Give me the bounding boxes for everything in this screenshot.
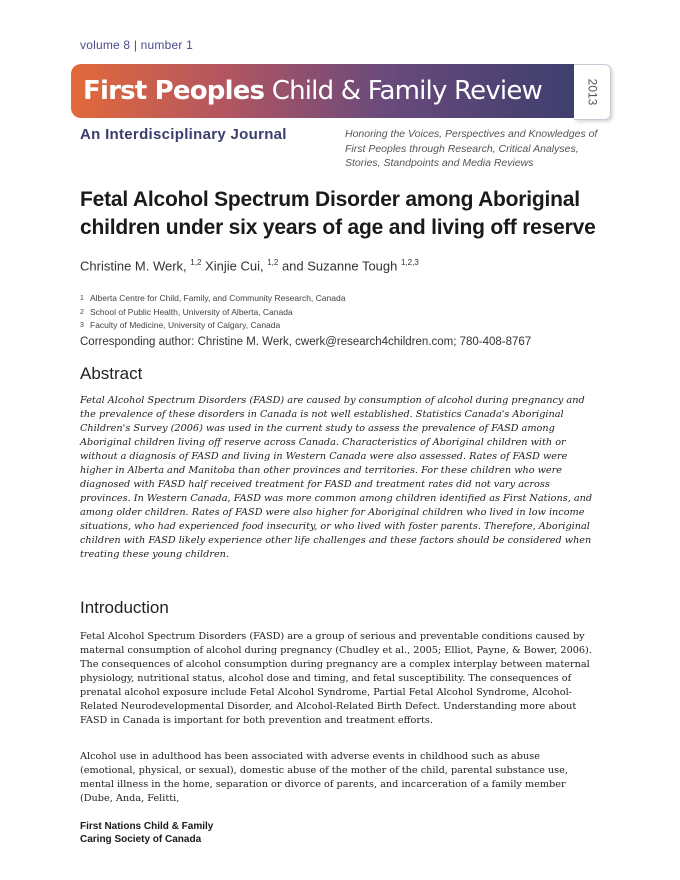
affiliation-text: Alberta Centre for Child, Family, and Community Research, Canada <box>90 293 346 303</box>
affiliation-number: 2 <box>80 308 84 316</box>
author-affiliation-marker: 1,2,3 <box>401 258 419 267</box>
affiliation-item <box>80 306 345 320</box>
introduction-paragraph: Alcohol use in adulthood has been associated with adverse events in childhood such as abuse (emotional, physical, or sexual), domestic abuse of the mother of the child, parental substance use, mental illness in the home, separation or divorce of parents, and incarceration of a family member (Dube, Anda, Felitti, <box>80 751 568 804</box>
affiliation-list <box>80 292 345 333</box>
introduction-heading: Introduction <box>80 598 169 617</box>
author-name: and Suzanne Tough <box>281 258 398 274</box>
affiliation-item <box>80 292 345 306</box>
author-affiliation-marker: 1,2 <box>267 258 279 267</box>
journal-title-light: Child & Family Review <box>264 76 542 106</box>
affiliation-item <box>80 319 345 333</box>
affiliation-number: 3 <box>80 322 84 329</box>
abstract-heading: Abstract <box>80 364 143 383</box>
corresponding-author: Corresponding author: Christine M. Werk, cwerk@research4children.com; 780-408-8767 <box>80 336 532 348</box>
journal-subtitle: An Interdisciplinary Journal <box>80 126 287 143</box>
affiliation-text: School of Public Health, University of Alberta, Canada <box>90 306 293 317</box>
publisher-footer <box>80 820 213 846</box>
journal-title <box>83 76 542 106</box>
publisher-line: First Nations Child & Family <box>80 821 214 832</box>
author-list <box>80 258 419 273</box>
year-label: 2013 <box>584 78 599 106</box>
article-title: Fetal Alcohol Spectrum Disorder among Aboriginal children under six years of age and living off reserve <box>80 188 596 239</box>
author-affiliation-marker: 1,2 <box>190 258 202 267</box>
journal-tagline: Honoring the Voices, Perspectives and Knowledges of First Peoples through Research, Critical Analyses, Stories, Standpoints and Media Reviews <box>345 128 598 169</box>
affiliation-number: 1 <box>80 295 84 302</box>
journal-banner <box>71 64 574 118</box>
author-name: Xinjie Cui, <box>205 258 264 274</box>
introduction-paragraph: Fetal Alcohol Spectrum Disorders (FASD) are a group of serious and preventable conditions caused by maternal consumption of alcohol during pregnancy (Chudley et al., 2005; Elliot, Payne, & Bower, 2006). The consequences of alcohol consumption during pregnancy are a complex interplay between maternal physiology, nutritional status, alcohol dose and timing, and fetal susceptibility. The consequences of prenatal alcohol exposure include Fetal Alcohol Syndrome, Partial Fetal Alcohol Syndrome, Alcohol-Related Neurodevelopmental Disorder, and Alcohol-Related Birth Defect. Understanding more about FASD in Canada is important for both prevention and treatment efforts. <box>80 631 592 726</box>
year-tab <box>574 64 611 120</box>
abstract-text: Fetal Alcohol Spectrum Disorders (FASD) are caused by consumption of alcohol during pregnancy and the prevalence of these disorders in Canada is not well established. Statistics Canada's Aboriginal Children's Survey (2006) was used in the current study to assess the prevalence of FASD among Aboriginal children living off reserve across Canada. Characteristics of Aboriginal children with or without a diagnosis of FASD and living in Western Canada were also assessed. Rates of FASD were higher in Alberta and Manitoba than other provinces and territories. For these children who were diagnosed with FASD half received treatment for FASD and treatment rates did not vary across provinces. In Western Canada, FASD was more common among children identified as First Nations, and among older children. Rates of FASD were also higher for Aboriginal children who lived in low income situations, who had experienced food insecurity, or who lived with foster parents. Therefore, Aboriginal children with FASD likely experience other life challenges and these factors should be considered when treating these young children. <box>80 395 593 560</box>
publisher-line: Caring Society of Canada <box>80 834 202 845</box>
journal-title-bold: First Peoples <box>83 76 265 106</box>
volume-issue: volume 8 | number 1 <box>80 38 193 52</box>
affiliation-text: Faculty of Medicine, University of Calgary, Canada <box>90 320 281 330</box>
author-name: Christine M. Werk, <box>80 258 187 274</box>
